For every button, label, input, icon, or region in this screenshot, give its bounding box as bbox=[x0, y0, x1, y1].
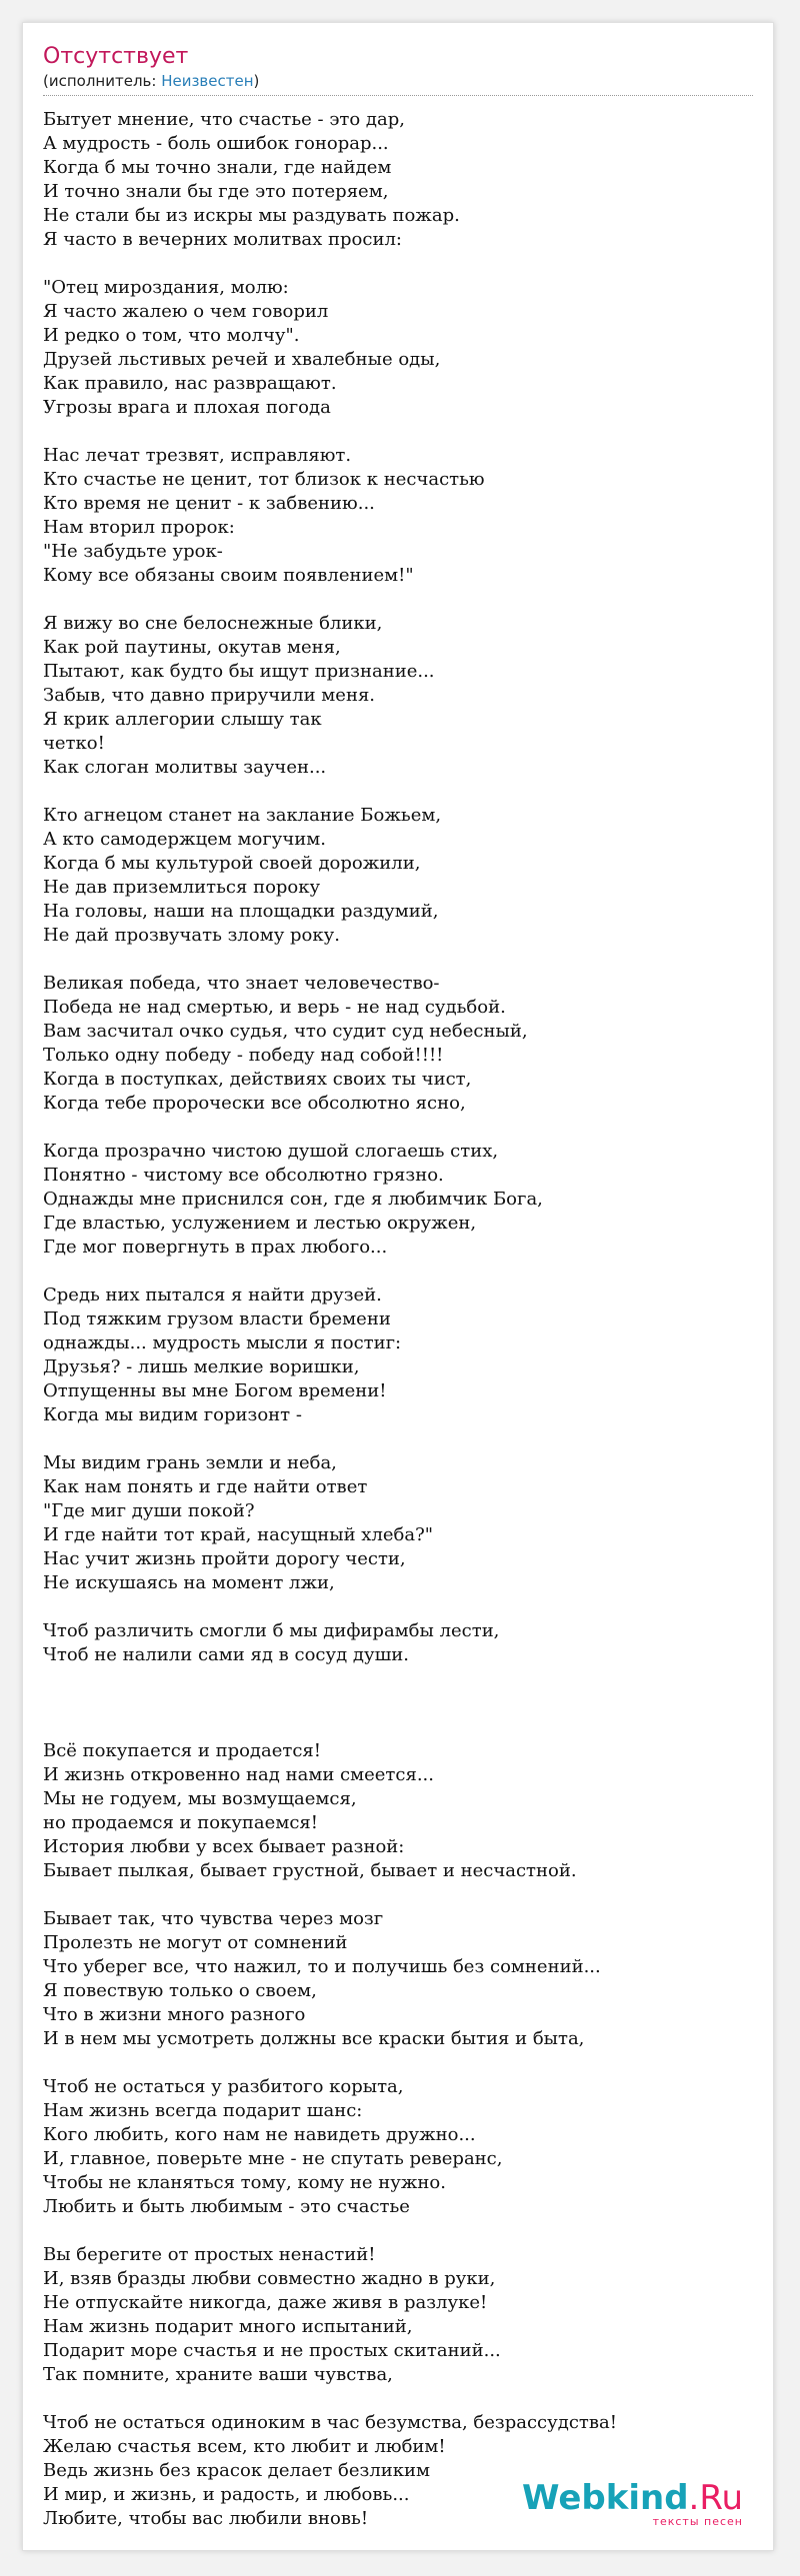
lyric-line: Когда прозрачно чистою душой слогаешь стих, bbox=[43, 1141, 499, 1162]
lyric-line: На головы, наши на площадки раздумий, bbox=[43, 901, 439, 922]
logo-suffix: .Ru bbox=[688, 2478, 743, 2518]
lyric-line: Любите, чтобы вас любили вновь! bbox=[43, 2508, 369, 2529]
artist-suffix: ) bbox=[253, 72, 260, 90]
lyric-line: Чтоб различить смогли б мы дифирамбы лести, bbox=[43, 1620, 500, 1641]
lyric-line: Отпущенны вы мне Богом времени! bbox=[43, 1380, 387, 1401]
lyric-line: Кто время не ценит - к забвению... bbox=[43, 493, 375, 514]
song-title: Отсутствует bbox=[43, 44, 189, 69]
lyric-line: Что в жизни много разного bbox=[43, 2004, 306, 2025]
webkind-logo[interactable] bbox=[522, 2478, 743, 2528]
stanza bbox=[43, 444, 773, 588]
lyric-line: Что уберег все, что нажил, то и получишь без сомнений... bbox=[43, 1956, 601, 1977]
lyric-line: Друзья? - лишь мелкие воришки, bbox=[43, 1356, 360, 1377]
stanza bbox=[43, 276, 773, 420]
lyric-line: Нам вторил пророк: bbox=[43, 517, 235, 538]
lyric-line: Всё покупается и продается! bbox=[43, 1740, 322, 1761]
lyric-line: Мы видим грань земли и неба, bbox=[43, 1452, 337, 1473]
logo-subtitle: тексты песен bbox=[652, 2515, 743, 2528]
stanza bbox=[43, 1739, 773, 1883]
lyric-line: Средь них пытался я найти друзей. bbox=[43, 1285, 382, 1305]
lyric-line: Кого любить, кого нам не навидеть дружно... bbox=[43, 2124, 476, 2145]
lyric-line: Нас учит жизнь пройти дорогу чести, bbox=[43, 1548, 406, 1569]
lyric-line: Нам жизнь подарит много испытаний, bbox=[43, 2316, 413, 2337]
song-header bbox=[23, 23, 773, 96]
lyric-line: Вы берегите от простых ненастий! bbox=[43, 2244, 376, 2265]
lyrics-card bbox=[22, 22, 774, 2551]
lyric-line: Как слоган молитвы заучен... bbox=[43, 757, 327, 778]
lyric-line: И в нем мы усмотреть должны все краски бытия и быта, bbox=[43, 2028, 585, 2049]
lyric-line: четко! bbox=[43, 733, 105, 754]
lyrics-body bbox=[23, 96, 773, 2531]
lyric-line: Когда мы видим горизонт - bbox=[43, 1404, 302, 1425]
lyric-line: Кому все обязаны своим появлением!" bbox=[43, 565, 414, 586]
lyric-line: И редко о том, что молчу". bbox=[43, 325, 300, 346]
lyric-line: Мы не годуем, мы возмущаемся, bbox=[43, 1788, 357, 1809]
lyric-line: Победа не над смертью, и верь - не над судьбой. bbox=[43, 997, 506, 1018]
lyric-line: Вам засчитал очко судья, что судит суд небесный, bbox=[43, 1021, 528, 1042]
lyric-line: Кто счастье не ценит, тот близок к несчастью bbox=[43, 469, 485, 490]
lyric-line: Не искушаясь на момент лжи, bbox=[43, 1572, 335, 1593]
lyric-line: Под тяжким грузом власти бремени bbox=[43, 1308, 391, 1329]
lyric-line: Когда тебе пророчески все обсолютно ясно, bbox=[43, 1093, 466, 1114]
lyric-line: Чтоб не налили сами яд в сосуд души. bbox=[43, 1644, 410, 1665]
stanza bbox=[43, 108, 773, 252]
lyric-line: И, главное, поверьте мне - не спутать реверанс, bbox=[43, 2148, 503, 2169]
lyric-line: "Отец мироздания, молю: bbox=[43, 277, 289, 298]
lyric-line: Только одну победу - победу над собой!!!! bbox=[43, 1045, 444, 1066]
stanza bbox=[43, 1451, 773, 1595]
lyric-line: Чтоб не остаться одиноким в час безумства, безрассудства! bbox=[43, 2412, 617, 2433]
lyric-line: "Где миг души покой? bbox=[43, 1500, 255, 1521]
lyric-line: Я вижу во сне белоснежные блики, bbox=[43, 613, 383, 634]
lyric-line: однажды... мудрость мысли я постиг: bbox=[43, 1332, 402, 1353]
lyric-line: Как нам понять и где найти ответ bbox=[43, 1476, 368, 1497]
lyric-line: И мир, и жизнь, и радость, и любовь... bbox=[43, 2484, 410, 2505]
lyric-line: Любить и быть любимым - это счастье bbox=[43, 2196, 410, 2217]
stanza bbox=[43, 2243, 773, 2387]
logo-text bbox=[522, 2478, 743, 2518]
stanza bbox=[43, 1284, 773, 1427]
lyric-line: История любви у всех бывает разной: bbox=[43, 1836, 405, 1857]
lyric-line: Чтобы не кланяться тому, кому не нужно. bbox=[43, 2172, 446, 2193]
lyric-line: Бывает так, что чувства через мозг bbox=[43, 1908, 384, 1929]
lyric-line: Как правило, нас развращают. bbox=[43, 373, 337, 394]
lyric-line: Так помните, храните ваши чувства, bbox=[43, 2364, 393, 2385]
lyric-line: Друзей льстивых речей и хвалебные оды, bbox=[43, 349, 441, 370]
lyric-line: И точно знали бы где это потеряем, bbox=[43, 181, 389, 202]
lyric-line: Желаю счастья всем, кто любит и любим! bbox=[43, 2436, 446, 2457]
lyric-line: Когда в поступках, действиях своих ты чист, bbox=[43, 1069, 472, 1090]
lyric-line: И жизнь откровенно над нами смеется... bbox=[43, 1764, 434, 1785]
lyric-line: Пролезть не могут от сомнений bbox=[43, 1932, 348, 1953]
artist-prefix: (исполнитель: bbox=[43, 72, 162, 90]
lyric-line: Когда б мы культурой своей дорожили, bbox=[43, 853, 421, 874]
lyric-line: И где найти тот край, насущный хлеба?" bbox=[43, 1524, 434, 1545]
lyric-line: Бывает пылкая, бывает грустной, бывает и несчастной. bbox=[43, 1860, 577, 1881]
lyric-line: Не дав приземлиться пороку bbox=[43, 877, 321, 898]
lyric-line: Угрозы врага и плохая погода bbox=[43, 397, 331, 418]
lyric-line: Ведь жизнь без красок делает безликим bbox=[43, 2460, 431, 2481]
lyric-line: но продаемся и покупаемся! bbox=[43, 1812, 318, 1833]
artist-line bbox=[43, 71, 753, 96]
stanza bbox=[43, 972, 773, 1116]
lyric-line: "Не забудьте урок- bbox=[43, 541, 223, 562]
stanza bbox=[43, 1619, 773, 1667]
stanza bbox=[43, 1140, 773, 1260]
lyric-line: Пытают, как будто бы ищут признание... bbox=[43, 661, 435, 682]
lyric-line: Нам жизнь всегда подарит шанс: bbox=[43, 2100, 363, 2121]
lyric-line: Как рой паутины, окутав меня, bbox=[43, 637, 341, 658]
lyric-line: Я крик аллегории слышу так bbox=[43, 709, 322, 730]
lyric-line: Я часто в вечерних молитвах просил: bbox=[43, 229, 402, 250]
lyric-line: Однажды мне приснился сон, где я любимчик Бога, bbox=[43, 1189, 543, 1210]
lyric-line: Бытует мнение, что счастье - это дар, bbox=[43, 109, 405, 130]
lyric-line: Я часто жалею о чем говорил bbox=[43, 301, 329, 322]
stanza bbox=[43, 2075, 773, 2219]
lyric-line: Чтоб не остаться у разбитого корыта, bbox=[43, 2076, 404, 2097]
lyric-line: А кто самодержцем могучим. bbox=[43, 829, 327, 850]
lyric-line: Не дай прозвучать злому року. bbox=[43, 925, 340, 946]
lyric-line: Я повествую только о своем, bbox=[43, 1980, 317, 2001]
artist-link[interactable]: Неизвестен bbox=[161, 72, 254, 90]
lyric-line: Кто агнецом станет на заклание Божьем, bbox=[43, 805, 442, 826]
stanza bbox=[43, 804, 773, 948]
lyric-line: Когда б мы точно знали, где найдем bbox=[43, 157, 392, 178]
lyric-line: Где властью, услужением и лестью окружен, bbox=[43, 1213, 477, 1234]
lyric-line: Подарит море счастья и не простых скитаний... bbox=[43, 2340, 501, 2361]
lyric-line: Забыв, что давно приручили меня. bbox=[43, 685, 376, 706]
lyric-line: Понятно - чистому все обсолютно грязно. bbox=[43, 1165, 444, 1186]
logo-main: Webkind bbox=[522, 2478, 689, 2518]
lyric-line: Не отпускайте никогда, даже живя в разлуке! bbox=[43, 2292, 488, 2313]
lyric-line: Великая победа, что знает человечество- bbox=[43, 973, 440, 994]
lyric-line: Нас лечат трезвят, исправляют. bbox=[43, 445, 352, 466]
lyric-line: Где мог повергнуть в прах любого... bbox=[43, 1237, 388, 1258]
stanza bbox=[43, 1907, 773, 2051]
lyric-line: Не стали бы из искры мы раздувать пожар. bbox=[43, 205, 460, 226]
lyric-line: А мудрость - боль ошибок гонорар... bbox=[43, 133, 389, 154]
stanza bbox=[43, 612, 773, 780]
lyric-line: И, взяв бразды любви совместно жадно в руки, bbox=[43, 2268, 496, 2289]
